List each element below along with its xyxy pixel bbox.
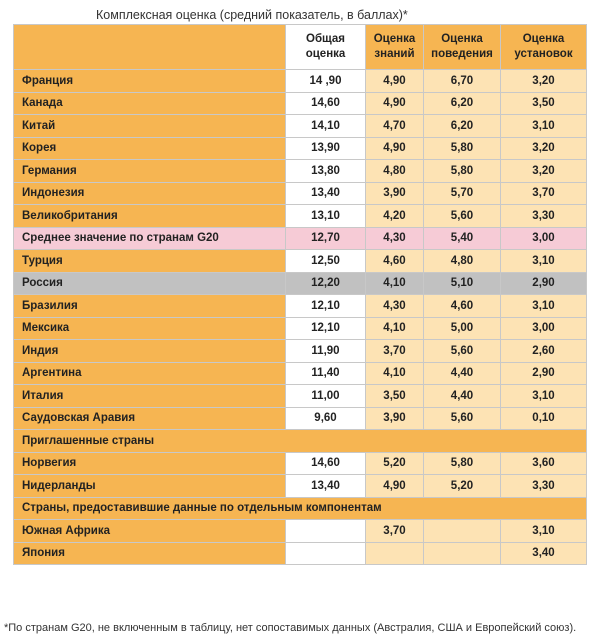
table-row [14,542,587,565]
total-value: 11,00 [286,385,366,408]
behavior-value: 5,80 [424,452,501,475]
total-value: 11,90 [286,340,366,363]
table-row [14,70,587,93]
behavior-value: 4,80 [424,250,501,273]
country-name: Среднее значение по странам G20 [14,227,286,250]
behavior-value: 5,40 [424,227,501,250]
total-value: 13,40 [286,475,366,498]
section-title: Приглашенные страны [14,430,587,453]
table-row [14,407,587,430]
table-row [14,227,587,250]
attitude-value: 3,20 [501,160,587,183]
country-name: Турция [14,250,286,273]
table-row [14,452,587,475]
country-name: Саудовская Аравия [14,407,286,430]
behavior-value: 5,00 [424,317,501,340]
total-value: 12,50 [286,250,366,273]
knowledge-value: 4,30 [366,295,424,318]
table-row [14,385,587,408]
table-row [14,250,587,273]
attitude-value: 3,40 [501,542,587,565]
table-row [14,115,587,138]
attitude-value: 3,10 [501,250,587,273]
footnote: *По странам G20, не включенным в таблицу, нет сопоставимых данных (Австралия, США и Европейский союз). [4,622,577,634]
behavior-value: 4,40 [424,362,501,385]
knowledge-value: 4,70 [366,115,424,138]
country-name: Индонезия [14,182,286,205]
table-row [14,475,587,498]
country-name: Мексика [14,317,286,340]
behavior-value: 5,20 [424,475,501,498]
behavior-value: 5,70 [424,182,501,205]
total-value: 9,60 [286,407,366,430]
table-row [14,137,587,160]
attitude-value: 3,00 [501,227,587,250]
attitude-value: 3,10 [501,520,587,543]
total-value [286,542,366,565]
country-name: Германия [14,160,286,183]
total-value: 12,20 [286,272,366,295]
behavior-value [424,542,501,565]
country-name: Великобритания [14,205,286,228]
attitude-value: 3,10 [501,115,587,138]
knowledge-value: 4,20 [366,205,424,228]
attitude-value: 3,20 [501,137,587,160]
table-row [14,340,587,363]
country-name: Аргентина [14,362,286,385]
behavior-value: 4,60 [424,295,501,318]
total-value: 12,70 [286,227,366,250]
total-value: 14,60 [286,92,366,115]
attitude-value: 3,10 [501,295,587,318]
behavior-value: 5,10 [424,272,501,295]
knowledge-value: 4,90 [366,475,424,498]
header-country-cell [14,25,286,70]
total-value: 14,60 [286,452,366,475]
section-invited-countries [14,430,587,453]
country-name: Нидерланды [14,475,286,498]
knowledge-value: 3,90 [366,182,424,205]
attitude-value: 0,10 [501,407,587,430]
table-caption: Комплексная оценка (средний показатель, в баллах)* [96,8,408,22]
knowledge-value: 4,90 [366,137,424,160]
table-row [14,362,587,385]
table-row [14,205,587,228]
header-attitude: Оценка установок [501,25,587,70]
table-row [14,295,587,318]
financial-literacy-table [13,24,587,565]
country-name: Южная Африка [14,520,286,543]
total-value: 14 ,90 [286,70,366,93]
country-name: Индия [14,340,286,363]
behavior-value: 6,70 [424,70,501,93]
attitude-value: 2,60 [501,340,587,363]
total-value [286,520,366,543]
table-row [14,182,587,205]
country-name: Бразилия [14,295,286,318]
behavior-value: 5,80 [424,160,501,183]
attitude-value: 3,50 [501,92,587,115]
country-name: Китай [14,115,286,138]
knowledge-value [366,542,424,565]
attitude-value: 3,00 [501,317,587,340]
attitude-value: 3,70 [501,182,587,205]
knowledge-value: 4,90 [366,92,424,115]
section-partial-data-countries [14,497,587,520]
knowledge-value: 4,30 [366,227,424,250]
knowledge-value: 3,70 [366,340,424,363]
table-row [14,317,587,340]
knowledge-value: 4,10 [366,317,424,340]
header-total: Общая оценка [286,25,366,70]
header-knowledge: Оценка знаний [366,25,424,70]
total-value: 13,80 [286,160,366,183]
attitude-value: 3,30 [501,205,587,228]
behavior-value: 5,60 [424,340,501,363]
knowledge-value: 3,50 [366,385,424,408]
country-name: Россия [14,272,286,295]
country-name: Япония [14,542,286,565]
attitude-value: 3,60 [501,452,587,475]
attitude-value: 2,90 [501,362,587,385]
knowledge-value: 3,70 [366,520,424,543]
total-value: 14,10 [286,115,366,138]
table-row [14,160,587,183]
behavior-value: 6,20 [424,115,501,138]
behavior-value: 5,60 [424,407,501,430]
attitude-value: 3,10 [501,385,587,408]
table-header-row [14,25,587,70]
total-value: 12,10 [286,295,366,318]
total-value: 12,10 [286,317,366,340]
section-title: Страны, предоставившие данные по отдельным компонентам [14,497,587,520]
behavior-value [424,520,501,543]
behavior-value: 5,80 [424,137,501,160]
attitude-value: 2,90 [501,272,587,295]
knowledge-value: 4,80 [366,160,424,183]
country-name: Корея [14,137,286,160]
attitude-value: 3,30 [501,475,587,498]
behavior-value: 4,40 [424,385,501,408]
country-name: Канада [14,92,286,115]
total-value: 13,10 [286,205,366,228]
table-row [14,272,587,295]
header-behavior: Оценка поведения [424,25,501,70]
knowledge-value: 4,90 [366,70,424,93]
knowledge-value: 4,10 [366,272,424,295]
country-name: Норвегия [14,452,286,475]
knowledge-value: 5,20 [366,452,424,475]
country-name: Франция [14,70,286,93]
table-row [14,92,587,115]
attitude-value: 3,20 [501,70,587,93]
knowledge-value: 3,90 [366,407,424,430]
total-value: 11,40 [286,362,366,385]
country-name: Италия [14,385,286,408]
knowledge-value: 4,10 [366,362,424,385]
total-value: 13,90 [286,137,366,160]
table-row [14,520,587,543]
total-value: 13,40 [286,182,366,205]
behavior-value: 5,60 [424,205,501,228]
knowledge-value: 4,60 [366,250,424,273]
behavior-value: 6,20 [424,92,501,115]
